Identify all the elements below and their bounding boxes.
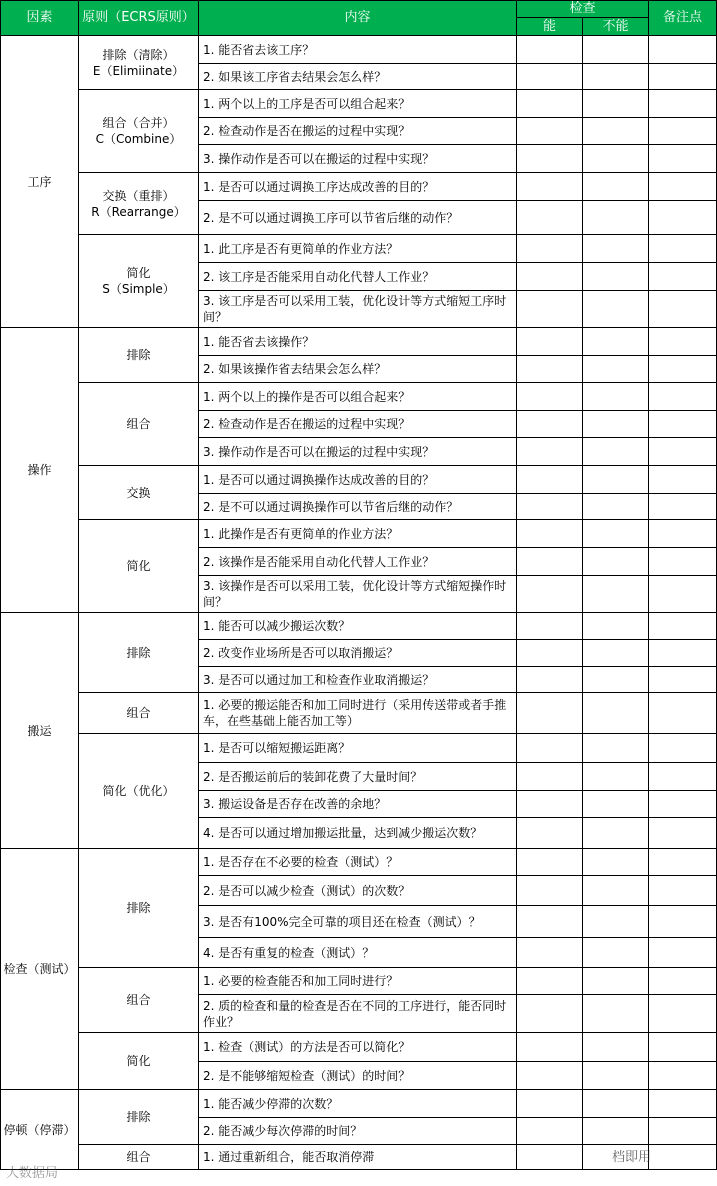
- check-can-cell[interactable]: [517, 90, 583, 118]
- checklist-item-text: 3. 搬运设备是否存在改善的余地？: [203, 797, 387, 811]
- checklist-item: [199, 667, 517, 693]
- check-cannot-cell[interactable]: [583, 613, 649, 640]
- watermark-left: 大数据局: [6, 1166, 59, 1181]
- checklist-item: [199, 263, 517, 291]
- check-can-cell[interactable]: [517, 36, 583, 64]
- remark-cell[interactable]: [649, 938, 717, 968]
- remark-cell[interactable]: [649, 383, 717, 411]
- principle-cell: 简化 S（Simple）: [79, 235, 199, 328]
- checklist-item: [199, 291, 517, 328]
- check-cannot-cell[interactable]: [583, 576, 649, 613]
- remark-cell[interactable]: [649, 64, 717, 90]
- factor-cell: 检查（测试）: [0, 849, 79, 1090]
- check-cannot-cell[interactable]: [583, 818, 649, 849]
- checklist-item-text: 1. 是否可以通过调换工序达成改善的目的？: [203, 179, 435, 194]
- checklist-item-text: 1. 能否省去该工序？: [203, 42, 315, 57]
- check-can-cell[interactable]: [517, 995, 583, 1033]
- checklist-item: [199, 734, 517, 763]
- checklist-item-text: 2. 质的检查和量的检查是否在不同的工序进行，能否同时作业？: [203, 998, 507, 1029]
- checklist-item-text: 2. 是否可以减少检查（测试）的次数？: [203, 883, 411, 898]
- check-cannot-cell[interactable]: [583, 466, 649, 494]
- principle-cell: 简化（优化）: [79, 734, 199, 849]
- check-can-cell[interactable]: [517, 466, 583, 494]
- checklist-item-text: 3. 是否可以通过加工和检查作业取消搬运？: [203, 672, 435, 687]
- checklist-item-text: 2. 是否搬运前后的装卸花费了大量时间？: [203, 769, 423, 784]
- check-can-cell[interactable]: [517, 263, 583, 291]
- check-can-cell[interactable]: [517, 1090, 583, 1118]
- checklist-item: [199, 466, 517, 494]
- principle-cell: 排除: [79, 849, 199, 968]
- checklist-item-text: 1. 是否可以缩短搬运距离？: [203, 741, 351, 755]
- check-cannot-cell[interactable]: [583, 235, 649, 263]
- checklist-item: [199, 383, 517, 411]
- check-cannot-cell[interactable]: [583, 201, 649, 235]
- check-cannot-cell[interactable]: [583, 938, 649, 968]
- check-can-cell[interactable]: [517, 494, 583, 520]
- checklist-item-text: 1. 两个以上的操作是否可以组合起来？: [203, 389, 411, 404]
- check-cannot-cell[interactable]: [583, 291, 649, 328]
- remark-cell[interactable]: [649, 291, 717, 328]
- check-cannot-cell[interactable]: [583, 1062, 649, 1090]
- principle-cell: 组合（合并） C（Combine）: [79, 90, 199, 173]
- principle-cell: 组合: [79, 968, 199, 1033]
- check-can-cell[interactable]: [517, 849, 583, 876]
- checklist-item: [199, 64, 517, 90]
- checklist-item-text: 2. 该工序是否能采用自动化代替人工作业？: [203, 269, 435, 284]
- checklist-item-text: 1. 此工序是否有更简单的作业方法？: [203, 241, 399, 256]
- checklist-item-text: 2. 改变作业场所是否可以取消搬运？: [203, 646, 399, 660]
- checklist-item-text: 4. 是否有重复的检查（测试）？: [203, 945, 375, 960]
- checklist-item-text: 1. 此操作是否有更简单的作业方法？: [203, 526, 399, 541]
- check-can-cell[interactable]: [517, 791, 583, 818]
- checklist-item: [199, 791, 517, 818]
- principle-cell: 排除: [79, 1090, 199, 1145]
- check-can-cell[interactable]: [517, 356, 583, 383]
- principle-cell: 交换（重排） R（Rearrange）: [79, 173, 199, 235]
- check-can-cell[interactable]: [517, 64, 583, 90]
- check-can-cell[interactable]: [517, 1033, 583, 1062]
- check-can-cell[interactable]: [517, 968, 583, 995]
- factor-cell: 搬运: [0, 613, 79, 849]
- remark-cell[interactable]: [649, 613, 717, 640]
- check-cannot-cell[interactable]: [583, 411, 649, 438]
- header-check-cannot: 不能: [583, 18, 649, 36]
- check-can-cell[interactable]: [517, 328, 583, 356]
- checklist-item: [199, 494, 517, 520]
- checklist-item: [199, 693, 517, 734]
- remark-cell[interactable]: [649, 791, 717, 818]
- checklist-item: [199, 90, 517, 118]
- principle-cell: 组合: [79, 383, 199, 466]
- check-cannot-cell[interactable]: [583, 1118, 649, 1145]
- check-cannot-cell[interactable]: [583, 763, 649, 791]
- checklist-item: [199, 411, 517, 438]
- checklist-item-text: 2. 该操作是否能采用自动化代替人工作业？: [203, 554, 435, 569]
- checklist-item: [199, 818, 517, 849]
- remark-cell[interactable]: [649, 145, 717, 173]
- checklist-item: [199, 1118, 517, 1145]
- check-cannot-cell[interactable]: [583, 90, 649, 118]
- checklist-item-text: 1. 必要的检查能否和加工同时进行？: [203, 974, 399, 988]
- principle-cell: 交换: [79, 466, 199, 520]
- check-cannot-cell[interactable]: [583, 36, 649, 64]
- checklist-item-text: 2. 是不能够缩短检查（测试）的时间？: [203, 1068, 411, 1083]
- remark-cell[interactable]: [649, 36, 717, 64]
- remark-cell[interactable]: [649, 90, 717, 118]
- check-can-cell[interactable]: [517, 383, 583, 411]
- remark-cell[interactable]: [649, 876, 717, 906]
- check-can-cell[interactable]: [517, 906, 583, 938]
- remark-cell[interactable]: [649, 576, 717, 613]
- remark-cell[interactable]: [649, 201, 717, 235]
- remark-cell[interactable]: [649, 763, 717, 791]
- check-can-cell[interactable]: [517, 576, 583, 613]
- check-cannot-cell[interactable]: [583, 494, 649, 520]
- header-check-can: 能: [517, 18, 583, 36]
- checklist-item: [199, 118, 517, 145]
- header-remark: 备注点: [649, 0, 717, 36]
- remark-cell[interactable]: [649, 968, 717, 995]
- checklist-item: [199, 938, 517, 968]
- checklist-item-text: 3. 该操作是否可以采用工装，优化设计等方式缩短操作时间？: [203, 579, 507, 609]
- principle-cell: 排除（清除） E（Elimiinate）: [79, 36, 199, 90]
- checklist-item: [199, 640, 517, 667]
- principle-cell: 排除: [79, 613, 199, 693]
- check-can-cell[interactable]: [517, 763, 583, 791]
- check-can-cell[interactable]: [517, 1118, 583, 1145]
- checklist-item-text: 1. 检查（测试）的方法是否可以简化？: [203, 1040, 411, 1054]
- checklist-item: [199, 201, 517, 235]
- checklist-item-text: 2. 能否减少每次停滞的时间？: [203, 1124, 363, 1138]
- remark-cell[interactable]: [649, 356, 717, 383]
- check-can-cell[interactable]: [517, 818, 583, 849]
- check-can-cell[interactable]: [517, 938, 583, 968]
- check-cannot-cell[interactable]: [583, 520, 649, 548]
- header-content: 内容: [199, 0, 517, 36]
- check-cannot-cell[interactable]: [583, 173, 649, 201]
- check-can-cell[interactable]: [517, 411, 583, 438]
- checklist-item: [199, 1033, 517, 1062]
- check-cannot-cell[interactable]: [583, 118, 649, 145]
- factor-cell: 停顿（停滞）: [0, 1090, 79, 1170]
- check-cannot-cell[interactable]: [583, 1145, 652, 1170]
- check-can-cell[interactable]: [517, 667, 583, 693]
- remark-cell[interactable]: [649, 1033, 717, 1062]
- checklist-item-text: 4. 是否可以通过增加搬运批量，达到减少搬运次数？: [203, 826, 483, 840]
- check-cannot-cell[interactable]: [583, 263, 649, 291]
- checklist-item: [199, 328, 517, 356]
- principle-cell: 组合: [79, 1145, 199, 1170]
- checklist-item: [199, 613, 517, 640]
- remark-cell[interactable]: [649, 466, 717, 494]
- check-cannot-cell[interactable]: [583, 667, 649, 693]
- check-can-cell[interactable]: [517, 1145, 583, 1170]
- principle-cell: 简化: [79, 520, 199, 613]
- remark-cell[interactable]: [649, 1145, 717, 1170]
- checklist-item-text: 1. 是否可以通过调换操作达成改善的目的？: [203, 472, 435, 487]
- checklist-item-text: 1. 通过重新组合，能否取消停滞: [203, 1150, 375, 1164]
- factor-cell: 工序: [0, 36, 79, 328]
- checklist-item: [199, 968, 517, 995]
- check-cannot-cell[interactable]: [583, 1033, 649, 1062]
- checklist-item: [199, 906, 517, 938]
- checklist-item: [199, 235, 517, 263]
- checklist-item-text: 1. 能否可以减少搬运次数？: [203, 619, 351, 633]
- remark-cell[interactable]: [649, 734, 717, 763]
- remark-cell[interactable]: [649, 173, 717, 201]
- checklist-item: [199, 438, 517, 466]
- check-can-cell[interactable]: [517, 201, 583, 235]
- checklist-item: [199, 1062, 517, 1090]
- check-cannot-cell[interactable]: [583, 1090, 649, 1118]
- check-cannot-cell[interactable]: [583, 995, 649, 1033]
- remark-cell[interactable]: [649, 1062, 717, 1090]
- checklist-item-text: 3. 该工序是否可以采用工装，优化设计等方式缩短工序时间？: [203, 294, 507, 324]
- remark-cell[interactable]: [649, 494, 717, 520]
- header-factor: 因素: [0, 0, 79, 36]
- check-cannot-cell[interactable]: [583, 876, 649, 906]
- checklist-item-text: 3. 操作动作是否可以在搬运的过程中实现？: [203, 444, 435, 459]
- check-cannot-cell[interactable]: [583, 64, 649, 90]
- remark-cell[interactable]: [649, 411, 717, 438]
- check-can-cell[interactable]: [517, 145, 583, 173]
- check-cannot-cell[interactable]: [583, 968, 649, 995]
- check-cannot-cell[interactable]: [583, 548, 649, 576]
- checklist-item-text: 1. 能否省去该操作？: [203, 334, 315, 349]
- checklist-item: [199, 1145, 517, 1170]
- checklist-item: [199, 520, 517, 548]
- check-cannot-cell[interactable]: [583, 328, 649, 356]
- checklist-item-text: 2. 检查动作是否在搬运的过程中实现？: [203, 124, 411, 138]
- check-can-cell[interactable]: [517, 118, 583, 145]
- checklist-item-text: 2. 如果该工序省去结果会怎么样？: [203, 69, 387, 84]
- check-can-cell[interactable]: [517, 1062, 583, 1090]
- factor-cell: 操作: [0, 328, 79, 613]
- remark-cell[interactable]: [649, 1118, 717, 1145]
- check-cannot-cell[interactable]: [583, 849, 649, 876]
- check-cannot-cell[interactable]: [583, 906, 649, 938]
- watermark-right: 档即用: [612, 1150, 652, 1165]
- checklist-item-text: 2. 是不可以通过调换工序可以节省后继的动作？: [203, 210, 459, 225]
- check-can-cell[interactable]: [517, 548, 583, 576]
- check-cannot-cell[interactable]: [583, 438, 649, 466]
- check-cannot-cell[interactable]: [583, 145, 649, 173]
- checklist-item: [199, 145, 517, 173]
- check-can-cell[interactable]: [517, 235, 583, 263]
- checklist-item: [199, 876, 517, 906]
- checklist-item-text: 1. 是否存在不必要的检查（测试）？: [203, 855, 399, 869]
- check-can-cell[interactable]: [517, 438, 583, 466]
- checklist-item-text: 3. 是否有100%完全可靠的项目还在检查（测试）？: [203, 914, 481, 929]
- remark-cell[interactable]: [649, 667, 717, 693]
- checklist-item: [199, 548, 517, 576]
- checklist-item-text: 1. 能否减少停滞的次数？: [203, 1096, 339, 1111]
- remark-cell[interactable]: [649, 438, 717, 466]
- checklist-item: [199, 849, 517, 876]
- check-can-cell[interactable]: [517, 173, 583, 201]
- check-cannot-cell[interactable]: [583, 356, 649, 383]
- remark-cell[interactable]: [649, 118, 717, 145]
- remark-cell[interactable]: [649, 1090, 717, 1118]
- checklist-item: [199, 576, 517, 613]
- remark-cell[interactable]: [649, 818, 717, 849]
- remark-cell[interactable]: [649, 693, 717, 734]
- remark-cell[interactable]: [649, 520, 717, 548]
- checklist-item: [199, 173, 517, 201]
- header-principle: 原则（ECRS原则）: [79, 0, 199, 36]
- checklist-item-text: 2. 是不可以通过调换操作可以节省后继的动作？: [203, 499, 459, 514]
- checklist-item: [199, 995, 517, 1033]
- check-cannot-cell[interactable]: [583, 640, 649, 667]
- checklist-item: [199, 763, 517, 791]
- remark-cell[interactable]: [649, 906, 717, 938]
- remark-cell[interactable]: [649, 263, 717, 291]
- checklist-item-text: 1. 两个以上的工序是否可以组合起来？: [203, 96, 411, 111]
- checklist-item: [199, 356, 517, 383]
- check-can-cell[interactable]: [517, 613, 583, 640]
- checklist-item-text: 2. 检查动作是否在搬运的过程中实现？: [203, 417, 411, 431]
- remark-cell[interactable]: [649, 640, 717, 667]
- principle-cell: 排除: [79, 328, 199, 383]
- check-can-cell[interactable]: [517, 291, 583, 328]
- check-can-cell[interactable]: [517, 876, 583, 906]
- checklist-item: [199, 36, 517, 64]
- principle-cell: 组合: [79, 693, 199, 734]
- check-cannot-cell[interactable]: [583, 791, 649, 818]
- check-cannot-cell[interactable]: [583, 734, 649, 763]
- remark-cell[interactable]: [649, 548, 717, 576]
- check-cannot-cell[interactable]: [583, 383, 649, 411]
- check-can-cell[interactable]: [517, 734, 583, 763]
- check-can-cell[interactable]: [517, 693, 583, 734]
- check-cannot-cell[interactable]: [583, 693, 649, 734]
- remark-cell[interactable]: [649, 849, 717, 876]
- header-check: 检查: [517, 0, 649, 18]
- checklist-item-text: 3. 操作动作是否可以在搬运的过程中实现？: [203, 151, 435, 166]
- check-can-cell[interactable]: [517, 520, 583, 548]
- checklist-item-text: 1. 必要的搬运能否和加工同时进行（采用传送带或者手推车，在些基础上能否加工等）: [203, 698, 507, 728]
- checklist-item-text: 2. 如果该操作省去结果会怎么样？: [203, 362, 387, 376]
- remark-cell[interactable]: [649, 328, 717, 356]
- checklist-item: [199, 1090, 517, 1118]
- remark-cell[interactable]: [649, 995, 717, 1033]
- remark-cell[interactable]: [649, 235, 717, 263]
- check-can-cell[interactable]: [517, 640, 583, 667]
- principle-cell: 简化: [79, 1033, 199, 1090]
